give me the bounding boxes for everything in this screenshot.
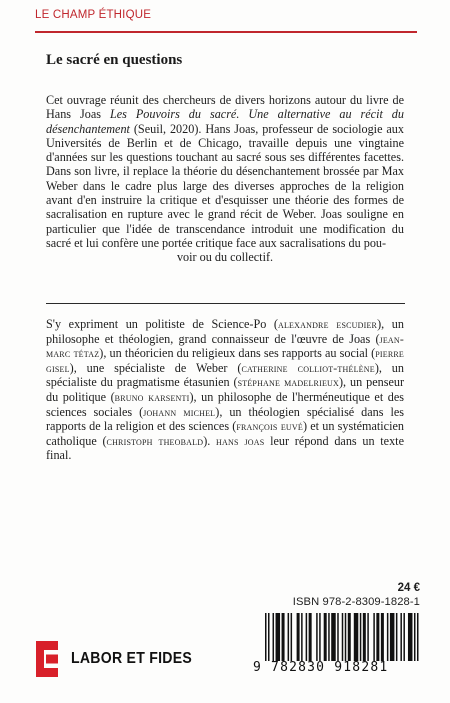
contrib-text: ), un philosophe de l'herméneutique et des sciences sociales ( [46,389,405,419]
contributor-name: jean-marc tétaz [46,331,404,361]
summary-last-line: voir ou du collectif. [176,250,274,265]
contributor-name: alexandre escudier [277,317,378,331]
contributor-name: johann michel [143,404,216,419]
contributor-name: pierre gisel [46,346,404,375]
summary-text-2: (Seuil, 2020). Hans Joas, professeur de sociologie aux Universités de Berlin et de Chicago, travaille depuis une vingtaine d'années sur les questions touchant au sacré sous ses différentes facettes. Dans son livre, il replace la théorie du désenchantement brossée par Max Weber dans le cadre plus large des diverses approches de la religion avant d'en instruire la critique et d'esquisser une théorie des formes de sacralisation en rupture avec le grand récit de Weber. Joas souligne en particulier que l'idée de transcendance introduit une modification du sacré et lui confère une portée critique face aux sacralisations du pou- [46,121,404,250]
contrib-text: ), un spécialiste du pragmatisme étasunien ( [46,360,404,390]
series-rule [35,31,417,33]
contrib-text: ), un théologien spécialisé dans les rapports de la religion et des sciences ( [46,404,404,434]
contrib-text: ), un philosophe et théologien, grand connaisseur de l'œuvre de Joas ( [46,317,404,346]
contributor-name: catherine colliot-thélène [241,360,375,375]
contrib-text: leur répond dans un texte final. [46,433,404,463]
publisher-name: LABOR ET FIDES [71,650,193,667]
isbn-label: ISBN 978-2-8309-1828-1 [292,596,420,608]
contrib-text: ), un penseur du politique ( [46,375,405,404]
contrib-text: ) et un systématicien catholique ( [46,419,404,448]
isbn-barcode-icon [265,613,420,661]
barcode-digits: 9 782830 918281 [253,660,389,675]
contrib-text: S'y expriment un politiste de Science-Po ( [46,317,278,331]
summary-paragraph [46,93,404,265]
contrib-text: ), un théoricien du religieux dans ses rapports au social ( [99,346,376,361]
contributor-name: hans joas [216,433,265,448]
section-divider [46,303,405,304]
contrib-text: ). [203,433,217,448]
price-label: 24 € [397,582,420,594]
summary-text-1: Cet ouvrage réunit des chercheurs de divers horizons autour du livre de Hans Joas [46,93,404,122]
contributor-name: françois euvé [236,419,303,434]
contributors-paragraph [46,317,404,463]
contrib-text: ), une spécialiste de Weber ( [69,360,242,375]
publisher-logo-icon [36,641,58,677]
contributor-name: christoph theobald [106,433,204,448]
summary-book-title: Les Pouvoirs du sacré. Une alternative au récit du désenchantement [46,107,404,136]
contributor-name: bruno karsenti [114,389,190,404]
contributor-name: stéphane madelrieux [237,375,339,390]
book-title: Le sacré en questions [46,52,183,68]
series-name: LE CHAMP ÉTHIQUE [35,9,152,21]
